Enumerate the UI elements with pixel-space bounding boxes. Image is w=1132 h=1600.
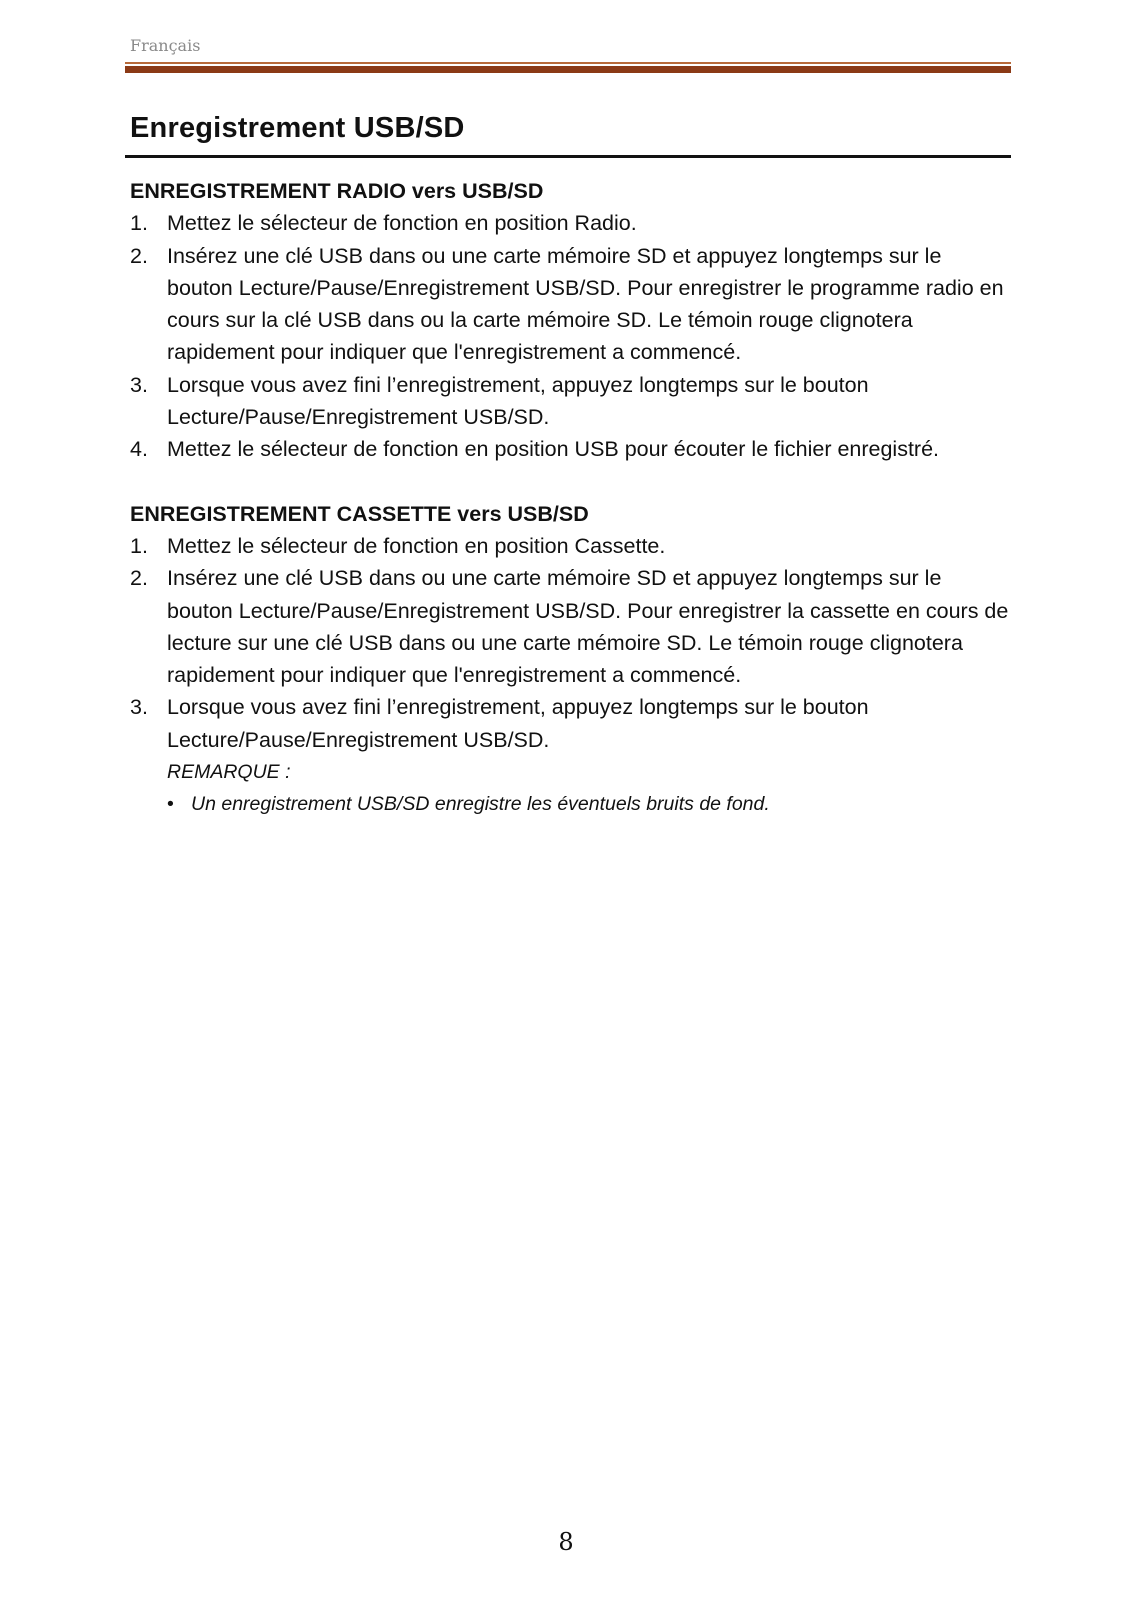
step-number: 1. (130, 211, 148, 236)
steps-list-cassette (130, 530, 1010, 756)
step-number: 2. (130, 566, 148, 591)
step-text: Mettez le sélecteur de fonction en position USB pour écouter le fichier enregistré. (167, 437, 940, 462)
list-item (130, 369, 1010, 434)
step-text: Insérez une clé USB dans ou une carte mémoire SD et appuyez longtemps sur le bouton Lecture/Pause/Enregistrement USB/SD. Pour enregistrer la cassette en cours de lecture sur une clé USB dans ou une carte mémoire SD. Le témoin rouge clignotera rapidement pour indiquer que l'enregistrement a commencé. (167, 566, 1009, 688)
step-text: Mettez le sélecteur de fonction en position Radio. (167, 211, 637, 236)
step-number: 2. (130, 243, 148, 268)
main-content (130, 175, 1010, 820)
steps-list-radio (130, 207, 1010, 465)
step-number: 1. (130, 533, 148, 558)
step-number: 4. (130, 437, 148, 462)
step-text: Lorsque vous avez fini l’enregistrement, appuyez longtemps sur le bouton Lecture/Pause/Enregistrement USB/SD. (167, 695, 869, 752)
section-heading-radio: ENREGISTREMENT RADIO vers USB/SD (130, 179, 544, 203)
page-title: Enregistrement USB/SD (130, 112, 465, 144)
list-item (130, 691, 1010, 756)
header-language: Français (130, 36, 201, 55)
step-text: Insérez une clé USB dans ou une carte mémoire SD et appuyez longtemps sur le bouton Lecture/Pause/Enregistrement USB/SD. Pour enregistrer le programme radio en cours sur la clé USB dans ou la carte mémoire SD. Le témoin rouge clignotera rapidement pour indiquer que l'enregistrement a commencé. (167, 243, 1004, 365)
step-number: 3. (130, 372, 148, 397)
note-label: REMARQUE : (167, 761, 291, 784)
section-spacer (130, 466, 1010, 498)
step-number: 3. (130, 695, 148, 720)
list-item (130, 207, 1010, 239)
step-text: Lorsque vous avez fini l’enregistrement, appuyez longtemps sur le bouton Lecture/Pause/Enregistrement USB/SD. (167, 372, 869, 430)
title-underline (125, 155, 1011, 158)
list-item (130, 530, 1010, 562)
header-rule-thick (125, 66, 1011, 73)
page-number: 8 (558, 1528, 574, 1556)
list-item (130, 240, 1010, 369)
note-text: Un enregistrement USB/SD enregistre les éventuels bruits de fond. (191, 793, 770, 816)
header-rule-thin (125, 62, 1011, 64)
list-item (130, 433, 1010, 465)
header-rule (125, 62, 1011, 74)
step-text: Mettez le sélecteur de fonction en position Cassette. (167, 533, 666, 558)
bullet-icon: • (167, 793, 174, 816)
list-item (130, 562, 1010, 691)
section-heading-cassette: ENREGISTREMENT CASSETTE vers USB/SD (130, 501, 589, 526)
note-bullet-item (167, 788, 1010, 820)
